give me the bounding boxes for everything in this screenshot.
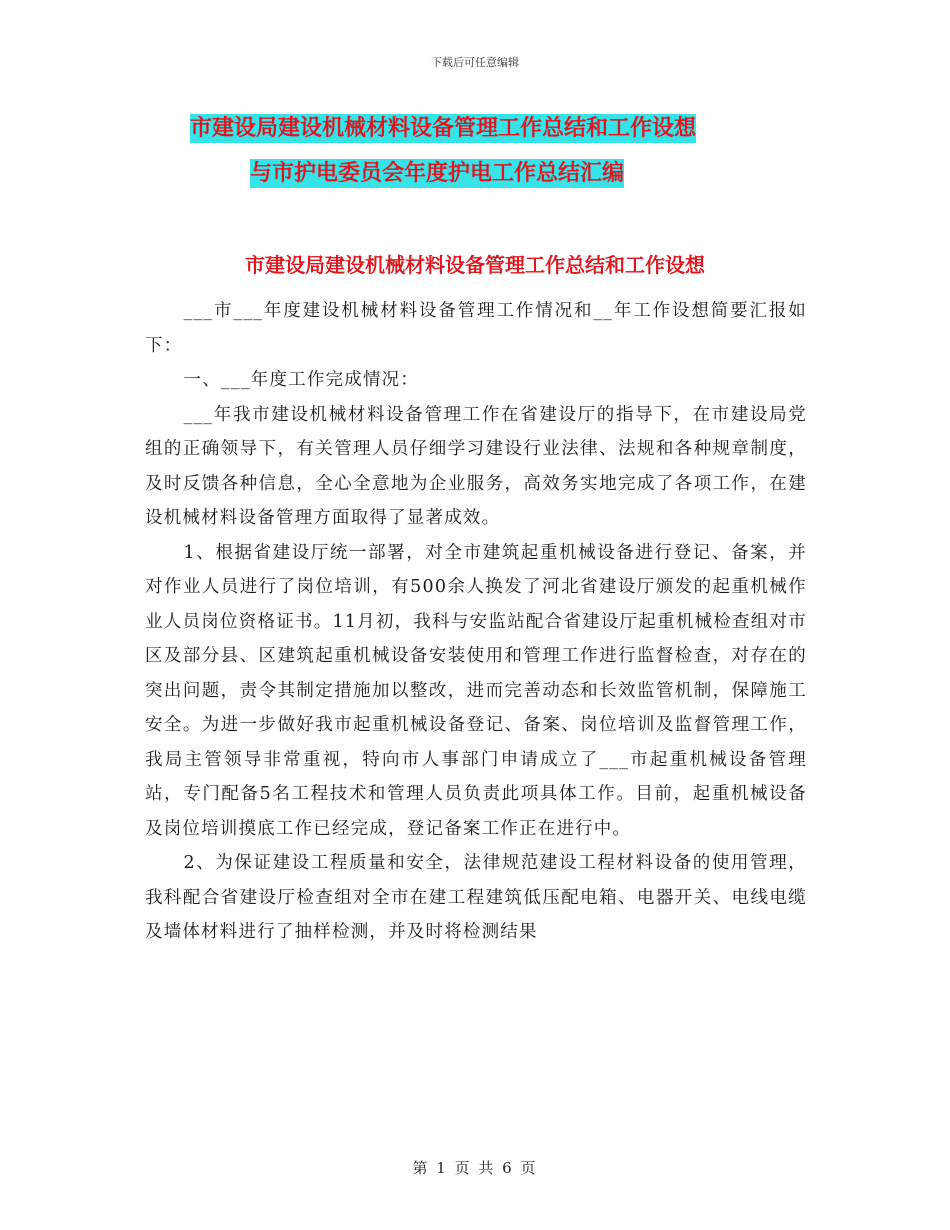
paragraph-intro: ___市___年度建设机械材料设备管理工作情况和__年工作设想简要汇报如下：	[145, 301, 807, 356]
paragraph-heading-1: 一、___年度工作完成情况：	[183, 370, 420, 390]
paragraph-summary: ___年我市建设机械材料设备管理工作在省建设厅的指导下，在市建设局党组的正确领导下，有关管理人员仔细学习建设行业法律、法规和各种规章制度，及时反馈各种信息，全心全意地为企业服务，高效务实地完成了各项工作，在建设机械材料设备管理方面取得了显著成效。	[145, 404, 807, 528]
header-note: 下载后可任意编辑	[431, 56, 519, 69]
document-body	[145, 294, 807, 950]
title-highlight-2: 与市护电委员会年度护电工作总结汇编	[250, 161, 625, 186]
paragraph-item-1: 1、根据省建设厅统一部署，对全市建筑起重机械设备进行登记、备案，并对作业人员进行了岗位培训，有500余人换发了河北省建设厅颁发的起重机械作业人员岗位资格证书。11月初，我科与安监站配合省建设厅起重机械检查组对市区及部分县、区建筑起重机械设备安装使用和管理工作进行监督检查，对存在的突出问题，责令其制定措施加以整改，进而完善动态和长效监管机制，保障施工安全。为进一步做好我市起重机械设备登记、备案、岗位培训及监督管理工作，我局主管领导非常重视，特向市人事部门申请成立了___市起重机械设备管理站，专门配备5名工程技术和管理人员负责此项具体工作。目前，起重机械设备及岗位培训摸底工作已经完成，登记备案工作正在进行中。	[145, 542, 807, 839]
page-footer: 第 1 页 共 6 页	[412, 1159, 538, 1177]
paragraph-item-2: 2、为保证建设工程质量和安全，法律规范建设工程材料设备的使用管理，我科配合省建设厅检查组对全市在建工程建筑低压配电箱、电器开关、电线电缆及墙体材料进行了抽样检测，并及时将检测结果	[145, 853, 807, 942]
section-title: 市建设局建设机械材料设备管理工作总结和工作设想	[245, 253, 705, 277]
title-highlight-1: 市建设局建设机械材料设备管理工作总结和工作设想	[190, 116, 697, 141]
document-title-line-1	[190, 114, 830, 144]
document-title-line-2	[250, 159, 890, 189]
